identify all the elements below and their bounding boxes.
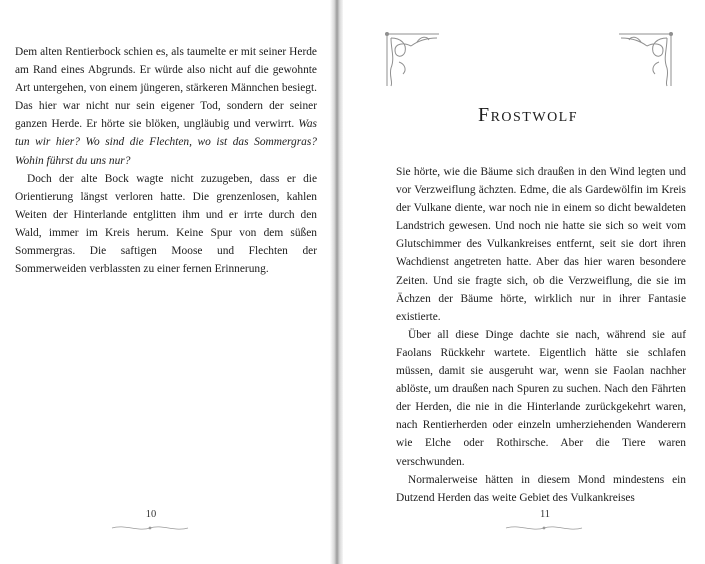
- text-segment: Normalerweise hätten in diesem Mond mindestens ein Dutzend Herden das weite Gebiet des Vulkankreises: [396, 473, 686, 504]
- left-page-number: 10: [145, 509, 157, 520]
- paragraph: [15, 170, 317, 279]
- right-folio-ornament: [504, 523, 584, 533]
- paragraph: [396, 471, 686, 507]
- italic-text: Was tun wir hier? Wo sind die Flechten, wo ist das Sommergras? Wohin führst du uns nur?: [15, 118, 317, 167]
- text-segment: Dem alten Rentierbock schien es, als taumelte er mit seiner Herde am Rand eines Abgrunds. Er würde also nicht auf die gewohnte Art untergehen, von einem jüngeren, stärkeren Männchen besiegt. Das hier war nicht nur sein eigener Tod, sondern der seiner ganzen Herde. Er hörte sie blöken, ungläubig und verwirrt.: [15, 46, 317, 131]
- text-segment: Über all diese Dinge dachte sie nach, während sie auf Faolans Rückkehr wartete. Eigentlich hätte sie schlafen müssen, damit sie ausgeruht war, wenn sie Faolan nachher ablöste, um draußen nach Spuren zu suchen. Nach den Fährten der Herden, die nie in die Hinterlande zurückgekehrt waren, nach Rentierherden oder einzeln umherziehenden Wanderern wie Elche oder Rothirsche. Aber die Tiere waren verschwunden.: [396, 328, 686, 468]
- paragraph: [15, 43, 317, 170]
- text-segment: Doch der alte Bock wagte nicht zuzugeben, dass er die Orientierung längst verloren hatte. Die grenzenlosen, kahlen Weiten der Hinterlande entglitten ihm und er irrte durch den Wald, immer im Kreis herum. Keine Spur von dem süßen Sommergras. Die saftigen Moose und Flechten der Sommerweiden verblassten zu einer fernen Erinnerung.: [15, 172, 317, 276]
- paragraph: [396, 163, 686, 326]
- right-page-body: [396, 163, 686, 507]
- book-gutter: [330, 0, 344, 564]
- left-page: [0, 0, 335, 564]
- right-page-number: 11: [539, 509, 551, 520]
- right-page: [343, 0, 705, 564]
- corner-ornament-left-icon: [381, 28, 443, 90]
- paragraph: [396, 326, 686, 471]
- left-page-body: [15, 43, 317, 278]
- corner-ornament-right-icon: [615, 28, 677, 90]
- left-folio-ornament: [110, 523, 190, 533]
- text-segment: Sie hörte, wie die Bäume sich draußen in den Wind legten und vor Verzweiflung ächzten. Edme, die als Gardewölfin im Kreis der Vulkane diente, war noch nie in einem so dicht bewaldeten Landstrich gewesen. Und noch nie hatte sie sich so weit vom Glutschimmer des Vulkankreises entfernt, seit sie dort ihren Wachdienst angetreten hatte. Aber das hier waren besondere Zeiten. Und sie fragte sich, ob die Verzweiflung, die sie im Ächzen der Bäume hörte, wirklich nur in ihrer Fantasie existierte.: [396, 166, 686, 323]
- chapter-title: Frostwolf: [477, 104, 579, 127]
